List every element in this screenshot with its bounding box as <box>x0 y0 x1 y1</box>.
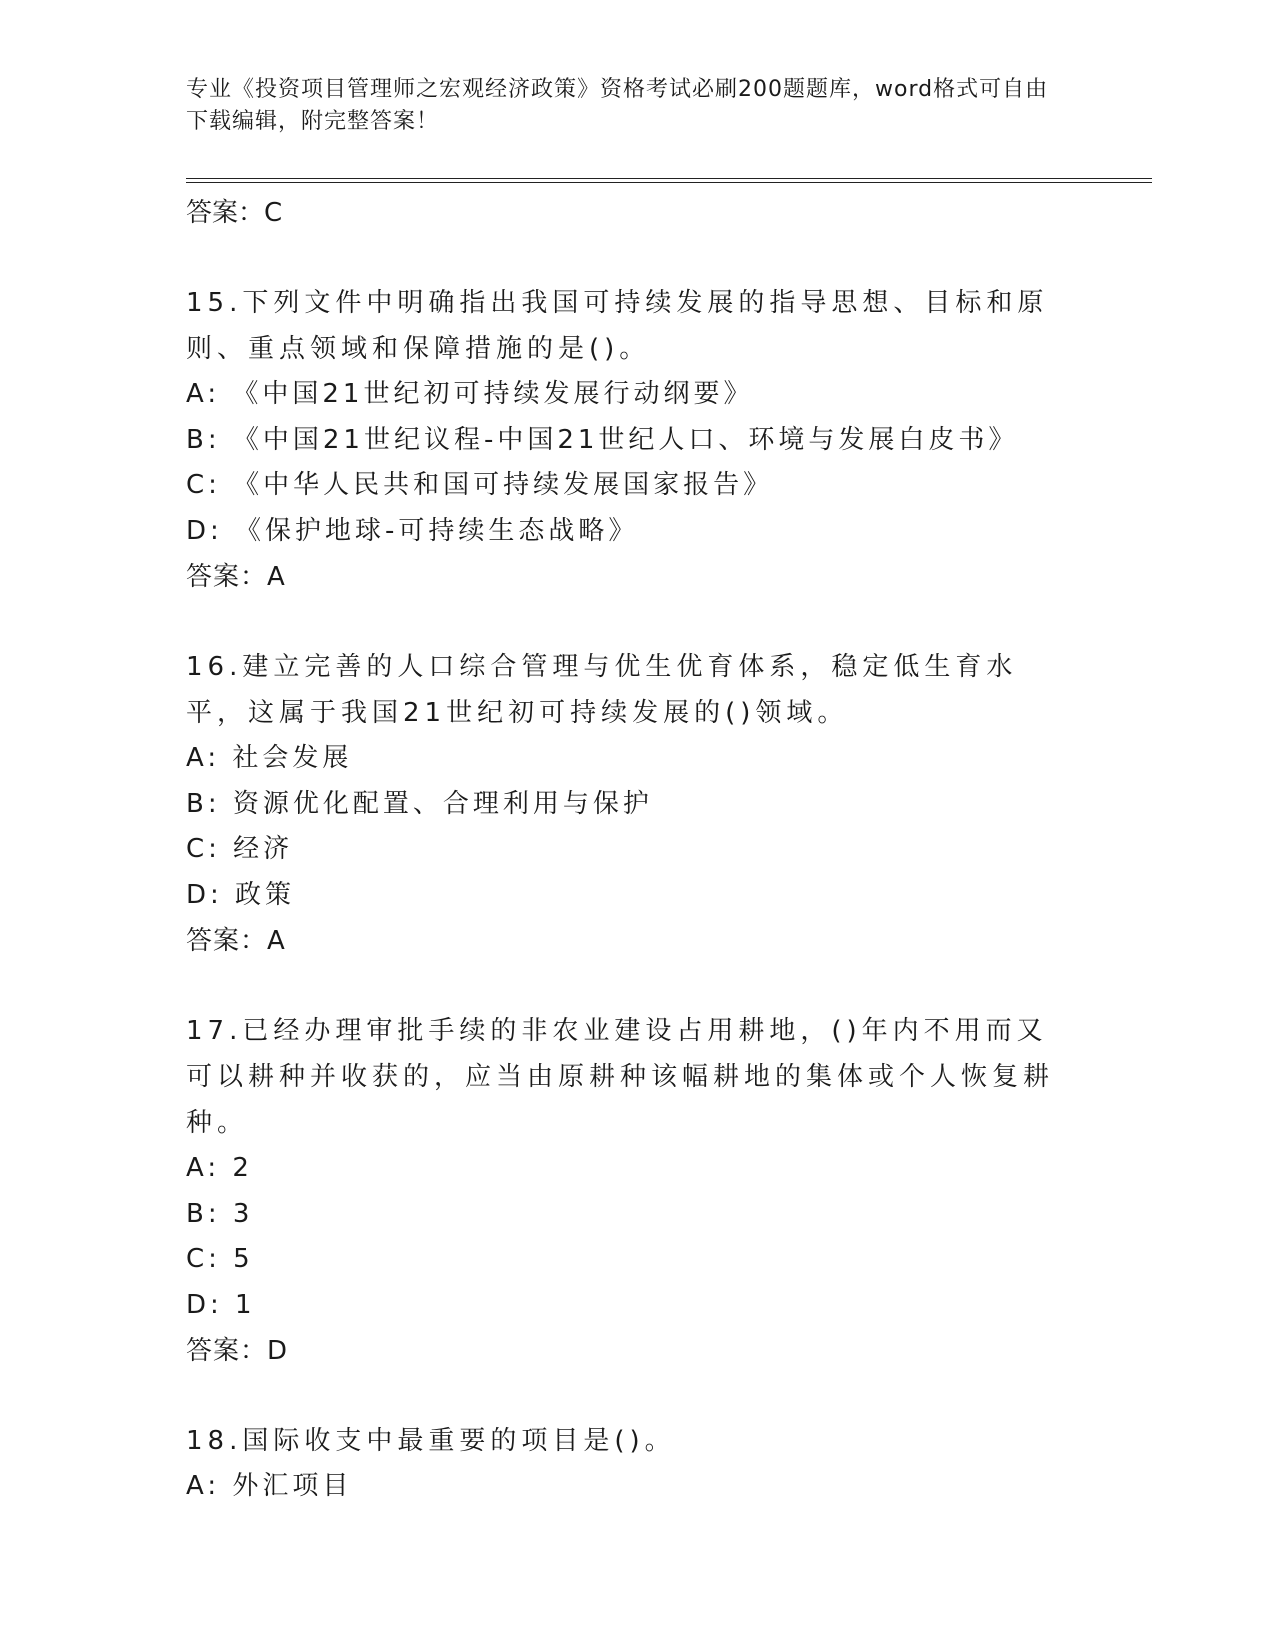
question-text: 17.已经办理审批手续的非农业建设占用耕地，()年内不用而又可以耕种并收获的，应当由原耕种该幅耕地的集体或个人恢复耕种。 <box>186 1016 1055 1138</box>
header-divider <box>186 178 1152 183</box>
question-17 <box>186 1008 1076 1374</box>
answer-line: 答案：A <box>186 562 286 592</box>
question-18 <box>186 1418 1076 1510</box>
question-text: 16.建立完善的人口综合管理与优生优育体系，稳定低生育水平，这属于我国21世纪初可持续发展的()领域。 <box>186 652 1018 728</box>
option-c: C: 5 <box>186 1244 254 1274</box>
option-c: C: 《中华人民共和国可持续发展国家报告》 <box>186 470 774 500</box>
option-a: A: 2 <box>186 1153 253 1183</box>
question-16 <box>186 644 1076 964</box>
option-a: A: 《中国21世纪初可持续发展行动纲要》 <box>186 379 754 409</box>
option-d: D: 《保护地球-可持续生态战略》 <box>186 515 639 546</box>
answer-line: 答案：D <box>186 1336 289 1366</box>
question-15 <box>186 280 1076 600</box>
option-d: D: 政策 <box>186 879 296 910</box>
option-d: D: 1 <box>186 1289 256 1320</box>
option-b: B: 资源优化配置、合理利用与保护 <box>186 788 653 819</box>
page-header <box>186 74 1066 138</box>
option-b: B: 3 <box>186 1198 254 1229</box>
answer-line: 答案：C <box>186 198 283 228</box>
option-c: C: 经济 <box>186 834 294 864</box>
question-text: 15.下列文件中明确指出我国可持续发展的指导思想、目标和原则、重点领域和保障措施的是()。 <box>186 288 1049 364</box>
question-list <box>186 190 1076 1510</box>
header-text: 专业《投资项目管理师之宏观经济政策》资格考试必刷200题题库，word格式可自由下载编辑，附完整答案！ <box>186 77 1049 134</box>
answer-line: 答案：A <box>186 926 286 956</box>
option-b: B: 《中国21世纪议程-中国21世纪人口、环境与发展白皮书》 <box>186 424 1019 455</box>
option-a: A: 社会发展 <box>186 743 353 773</box>
question-text: 18.国际收支中最重要的项目是()。 <box>186 1426 676 1456</box>
option-a: A: 外汇项目 <box>186 1471 353 1501</box>
